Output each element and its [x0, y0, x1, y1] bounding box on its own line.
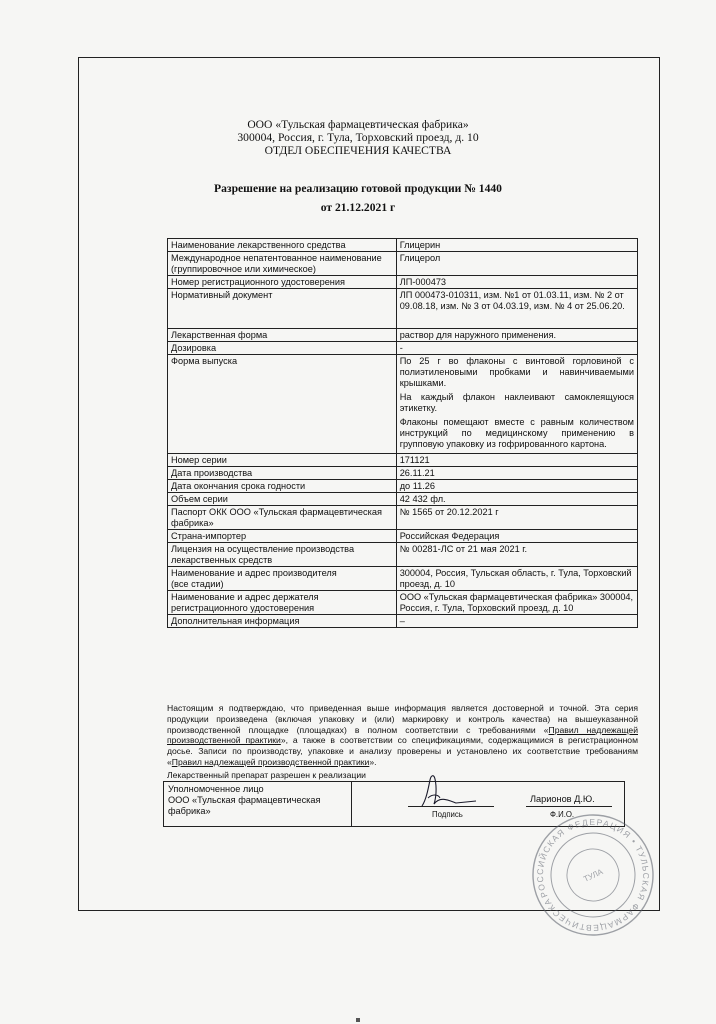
department-name: ОТДЕЛ ОБЕСПЕЧЕНИЯ КАЧЕСТВА	[264, 144, 452, 157]
attestation-text: ».	[369, 756, 377, 767]
row-value: № 00281-ЛС от 21 мая 2021 г.	[396, 543, 637, 567]
row-label: Объем серии	[168, 493, 397, 506]
row-value: 42 432 фл.	[396, 493, 637, 506]
product-info-table	[167, 238, 638, 628]
row-value: 300004, Россия, Тульская область, г. Тула, Торховский проезд, д. 10	[396, 567, 637, 591]
document-date: от 21.12.2021 г	[320, 201, 396, 214]
row-label: Наименование и адрес держателя регистрационного удостоверения	[168, 591, 397, 615]
authorized-person-cell	[164, 782, 352, 826]
row-label: Номер регистрационного удостоверения	[168, 276, 397, 289]
scan-mark	[356, 1018, 360, 1022]
row-label: Международное непатентованное наименование (группировочное или химическое)	[168, 252, 397, 276]
row-label: Форма выпуска	[168, 355, 397, 454]
document-title: Разрешение на реализацию готовой продукции № 1440	[214, 182, 502, 195]
row-label: Лицензия на осуществление производства лекарственных средств	[168, 543, 397, 567]
table-row	[168, 467, 638, 480]
handwritten-signature	[400, 770, 480, 810]
table-row	[168, 567, 638, 591]
row-label: Дата окончания срока годности	[168, 480, 397, 493]
row-label: Номер серии	[168, 454, 397, 467]
row-value: до 11.26	[396, 480, 637, 493]
row-label: Паспорт ОКК ООО «Тульская фармацевтическая фабрика»	[168, 506, 397, 530]
row-value: 171121	[396, 454, 637, 467]
row-label: Наименование лекарственного средства	[168, 239, 397, 252]
row-value: ООО «Тульская фармацевтическая фабрика» 300004, Россия, г. Тула, Торховский проезд, д. 10	[396, 591, 637, 615]
table-row	[168, 276, 638, 289]
table-row	[168, 355, 638, 454]
table-row	[168, 615, 638, 628]
authorized-person-role: Уполномоченное лицо	[168, 784, 264, 794]
table-row	[168, 289, 638, 329]
attestation-paragraph	[167, 703, 638, 768]
authorized-person-org: ООО «Тульская фармацевтическая фабрика»	[168, 795, 321, 816]
table-row	[168, 329, 638, 342]
row-value: Российская Федерация	[396, 530, 637, 543]
row-value: -	[396, 342, 637, 355]
row-label: Страна-импортер	[168, 530, 397, 543]
stamp-ring-text: РОССИЙСКАЯ ФЕДЕРАЦИЯ • ТУЛЬСКАЯ ФАРМАЦЕВТИЧЕСКАЯ	[534, 816, 652, 934]
row-value: 26.11.21	[396, 467, 637, 480]
table-row	[168, 530, 638, 543]
row-value: ЛП 000473-010311, изм. №1 от 01.03.11, изм. № 2 от 09.08.18, изм. № 3 от 04.03.19, изм. № 4 от 25.06.20.	[396, 289, 637, 329]
row-value: ЛП-000473	[396, 276, 637, 289]
table-row	[168, 342, 638, 355]
name-line	[526, 806, 612, 807]
release-form-paragraph: Флаконы помещают вместе с равным количеством инструкций по медицинскому применению в групповую упаковку из гофрированного картона.	[399, 417, 634, 449]
attestation-text: », а также в соответствии со спецификациями, содержащимися в регистрационном досье. Записи по производству, упаковке и анализу проверены и установлено их соответствие требованиям «	[167, 735, 638, 767]
table-row	[168, 591, 638, 615]
row-value: № 1565 от 20.12.2021 г	[396, 506, 637, 530]
table-row	[168, 493, 638, 506]
row-value: Глицерин	[396, 239, 637, 252]
table-row	[168, 543, 638, 567]
company-name: ООО «Тульская фармацевтическая фабрика»	[247, 118, 469, 131]
table-row	[168, 239, 638, 252]
row-label: Лекарственная форма	[168, 329, 397, 342]
row-label: Нормативный документ	[168, 289, 397, 329]
gmp-rules-reference: Правил надлежащей производственной практики	[171, 756, 370, 767]
table-row	[168, 454, 638, 467]
attestation-text: Настоящим я подтверждаю, что приведенная выше информация является достоверной и точной. Эта серия продукции произведена (включая упаковку и (или) маркировку и контроль качества) на вышеуказанной производственной площадке (площадках) в полном соответствии с требованиями «	[167, 703, 638, 735]
signature-caption: Подпись	[432, 810, 463, 819]
company-address: 300004, Россия, г. Тула, Торховский проезд, д. 10	[237, 131, 479, 144]
gmp-rules-reference: Правил надлежащей производственной практики	[167, 724, 638, 746]
table-row	[168, 506, 638, 530]
release-form-paragraph: На каждый флакон наклеивают самоклеящуюся этикетку.	[399, 392, 634, 413]
row-value: Глицерол	[396, 252, 637, 276]
stamp-center-text: ТУЛА	[582, 867, 605, 884]
row-label: Дополнительная информация	[168, 615, 397, 628]
row-value	[396, 355, 637, 454]
row-value: раствор для наружного применения.	[396, 329, 637, 342]
table-row	[168, 252, 638, 276]
row-label: Дозировка	[168, 342, 397, 355]
release-form-paragraph: По 25 г во флаконы с винтовой горловиной с полиэтиленовыми пробками и навинчиваемыми крышками.	[399, 356, 634, 388]
official-seal-stamp	[528, 810, 658, 940]
signer-name: Ларионов Д.Ю.	[530, 794, 595, 804]
name-caption: Ф.И.О.	[550, 810, 575, 819]
release-permission-line: Лекарственный препарат разрешен к реализации	[167, 770, 366, 780]
row-label: Дата производства	[168, 467, 397, 480]
table-row	[168, 480, 638, 493]
row-label: Наименование и адрес производителя (все стадии)	[168, 567, 397, 591]
row-value: –	[396, 615, 637, 628]
